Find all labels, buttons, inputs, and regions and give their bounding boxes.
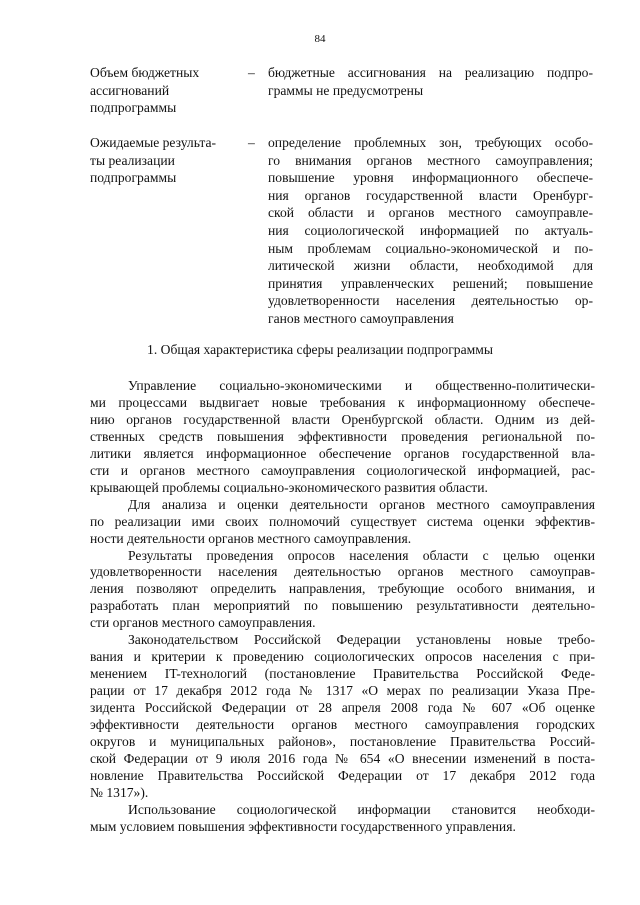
paragraph-line: сти и органов местного самоуправления социологической информацией, рас- [90, 462, 595, 478]
paragraph-line: литики является информационное обеспечение органов государственной вла- [90, 445, 595, 461]
passport-dash: – [248, 135, 255, 150]
value-line: граммы не предусмотрены [268, 82, 424, 98]
paragraph-line: вания и критерии к проведению социологических опросов населения с при- [90, 649, 595, 665]
paragraph-line: ми процессами выдвигает новые требования к информационному обеспече- [90, 394, 595, 410]
value-line: ской области и органов местного самоуправле- [268, 205, 593, 221]
paragraph-line: Для анализа и оценки деятельности органов местного самоуправления [128, 496, 595, 512]
paragraph-line: ственных средств повышения эффективности проведения региональной по- [90, 428, 595, 444]
passport-value [268, 134, 593, 328]
section-heading: 1. Общая характеристика сферы реализации подпрограммы [147, 342, 493, 357]
value-line: ния социологической информацией по актуаль- [268, 222, 593, 238]
body-text [90, 378, 595, 836]
label-line: подпрограммы [90, 170, 177, 186]
paragraph-line: новление Правительства Российской Федерации от 17 декабря 2012 года [90, 767, 595, 783]
paragraph-line: округов и муниципальных районов», постановление Правительства Россий- [90, 734, 595, 750]
label-line: ты реализации [90, 152, 175, 168]
value-line: определение проблемных зон, требующих особо- [268, 135, 593, 150]
passport-label [90, 64, 240, 117]
paragraph-line: сти органов местного самоуправления. [90, 615, 316, 631]
value-line: ным проблемам социально-экономической и по- [268, 240, 593, 256]
paragraph-line: Законодательством Российской Федерации установлены новые требо- [128, 632, 595, 648]
value-line: ния органов государственной власти Оренбург- [268, 187, 593, 203]
paragraph-line: мым условием повышения эффективности государственного управления. [90, 818, 516, 834]
paragraph-line: менением IT-технологий (постановление Правительства Российской Феде- [90, 666, 595, 682]
value-line: литической жизни области, необходимой для [268, 258, 593, 274]
label-line: ассигнований [90, 82, 170, 98]
paragraph-line: удовлетворенности населения деятельностью органов местного самоуправ- [90, 564, 595, 580]
passport-dash: – [248, 65, 255, 80]
paragraph-line: по реализации ими своих полномочий существует система оценки эффектив- [90, 513, 595, 529]
value-line: го внимания органов местного самоуправления; [268, 152, 593, 168]
paragraph-line: ской Федерации от 9 июля 2016 года № 654 «О внесении изменений в поста- [90, 750, 595, 766]
value-line: ганов местного самоуправления [268, 310, 454, 326]
paragraph-line: зидента Российской Федерации от 28 апреля 2008 года № 607 «Об оценке [90, 700, 595, 716]
value-line: бюджетные ассигнования на реализацию подпро- [268, 65, 593, 80]
passport-label [90, 134, 240, 187]
value-line: принятия управленческих решений; повышение [268, 275, 593, 291]
paragraph-line: ления позволяют определить направления, требующие особого внимания, и [90, 581, 595, 597]
label-line: подпрограммы [90, 100, 177, 116]
passport-value [268, 64, 593, 99]
paragraph-line: ности деятельности органов местного самоуправления. [90, 530, 412, 546]
label-line: Объем бюджетных [90, 65, 200, 80]
paragraph-line: нию органов государственной власти Оренбургской области. Одним из дей- [90, 411, 595, 427]
paragraph-line: Использование социологической информации становится необходи- [128, 801, 595, 817]
paragraph-line: Управление социально-экономическими и общественно-политически- [128, 378, 595, 393]
value-line: удовлетворенности населения деятельностью ор- [268, 293, 593, 309]
paragraph-line: рации от 17 декабря 2012 года № 1317 «О мерах по реализации Указа Пре- [90, 683, 595, 699]
paragraph-line: разработать план мероприятий по повышению результативности деятельно- [90, 598, 595, 614]
paragraph-line: № 1317»). [90, 784, 149, 800]
paragraph-line: эффективности деятельности органов местного самоуправления городских [90, 717, 595, 733]
paragraph-line: Результаты проведения опросов населения области с целью оценки [128, 547, 595, 563]
value-line: повышение уровня информационного обеспече- [268, 170, 593, 186]
page-number: 84 [314, 33, 326, 45]
label-line: Ожидаемые результа- [90, 135, 217, 150]
paragraph-line: крывающей проблемы социально-экономического развития области. [90, 479, 488, 495]
